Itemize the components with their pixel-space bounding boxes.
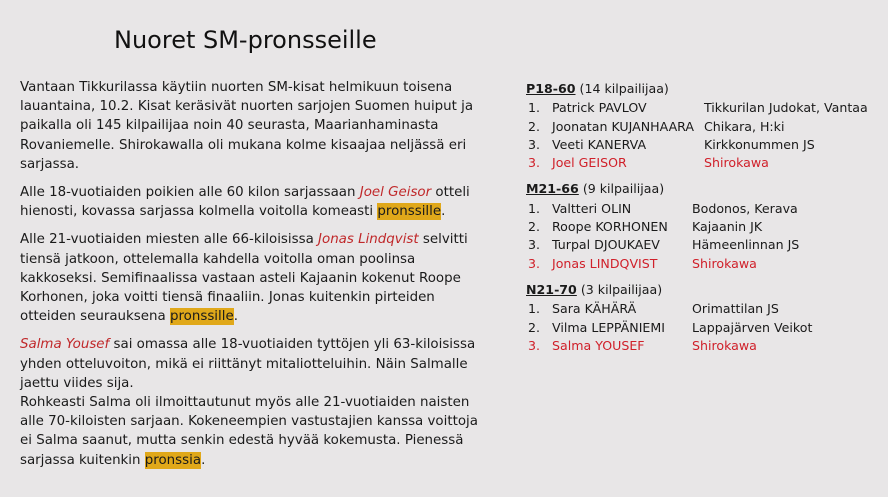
placing: 1. [528, 301, 541, 317]
athlete-name: Turpal DJOUKAEV [552, 237, 660, 253]
group-count: (9 kilpailijaa) [582, 181, 665, 197]
result-row-highlighted [526, 154, 886, 172]
jonas-name: Jonas Lindqvist [318, 232, 419, 248]
salma-text-b: Rohkeasti Salma oli ilmoittautunut myös alle 21-vuotiaiden naisten alle 70-kiloisten sarjaan. Kokeneempien vastustajien kanssa voittoja ei Salma saanut, mutta senkin edestä hyvää kokemusta. Pienessä sarjassa kuitenkin [20, 395, 478, 468]
placing: 2. [528, 319, 541, 335]
placing: 3. [528, 337, 541, 353]
result-row-highlighted [526, 337, 886, 355]
result-row [526, 118, 886, 136]
joel-text-b: otteli hienosti, kovassa sarjassa kolmella voitolla komeasti [20, 185, 470, 220]
group-header [526, 281, 886, 299]
joel-text-c: . [441, 204, 446, 220]
paragraph-joel [20, 183, 490, 221]
club-name: Kirkkonummen JS [704, 136, 815, 152]
club-name: Kajaanin JK [692, 219, 763, 235]
joel-text-a: Alle 18-vuotiaiden poikien alle 60 kilon sarjassaan [20, 185, 360, 201]
jonas-highlight: pronssille [169, 309, 234, 325]
athlete-name: Veeti KANERVA [552, 136, 647, 152]
jonas-text-a: Alle 21-vuotiaiden miesten alle 66-kiloisissa [20, 232, 319, 248]
athlete-name: Salma YOUSEF [552, 337, 645, 353]
paragraph-salma [20, 335, 490, 469]
club-name: Lappajärven Veikot [692, 319, 813, 335]
athlete-name: Joonatan KUJANHAARA [552, 118, 695, 134]
club-name: Shirokawa [692, 337, 757, 353]
group-name: M21-66 [526, 181, 579, 197]
group-header [526, 180, 886, 198]
placing: 3. [528, 136, 541, 152]
jonas-text-b: selvitti tiensä jatkoon, ottelemalla kahdella voitolla oman poolinsa kakkoseksi. Semifinaalissa vastaan asteli Kajaanin kokenut Roope Korhonen, joka voitti tiensä finaaliin. Jonas kuitenkin pirteiden otteiden seurauksena [20, 232, 468, 325]
placing: 1. [528, 200, 541, 216]
page-title: Nuoret SM-pronsseille [114, 26, 377, 54]
result-row [526, 218, 886, 236]
club-name: Orimattilan JS [692, 301, 779, 317]
club-name: Tikkurilan Judokat, Vantaa [704, 100, 868, 116]
athlete-name: Vilma LEPPÄNIEMI [552, 319, 665, 335]
placing: 3. [528, 237, 541, 253]
jonas-text-c: . [233, 309, 238, 325]
placing: 3. [528, 155, 541, 171]
salma-text-a: sai omassa alle 18-vuotiaiden tyttöjen yli 63-kiloisissa yhden otteluvoiton, mikä ei riittänyt mitaliotteluihin. Näin Salmalle jaettu viides sija. [20, 337, 476, 391]
athlete-name: Jonas LINDQVIST [552, 255, 658, 271]
results-panel [526, 80, 886, 363]
athlete-name: Joel GEISOR [552, 155, 627, 171]
group-name: N21-70 [526, 281, 577, 297]
results-group [526, 180, 886, 272]
salma-text-c: . [201, 452, 206, 468]
placing: 1. [528, 100, 541, 116]
club-name: Bodonos, Kerava [692, 200, 798, 216]
result-row [526, 136, 886, 154]
group-count: (3 kilpailijaa) [580, 281, 663, 297]
paragraph-jonas [20, 230, 490, 326]
athlete-name: Valtteri OLIN [552, 200, 632, 216]
club-name: Shirokawa [704, 155, 769, 171]
group-name: P18-60 [526, 81, 576, 96]
result-row [526, 300, 886, 318]
placing: 2. [528, 118, 541, 134]
result-row-highlighted [526, 255, 886, 273]
placing: 2. [528, 219, 541, 235]
results-group [526, 281, 886, 355]
athlete-name: Roope KORHONEN [552, 219, 668, 235]
placing: 3. [528, 255, 541, 271]
group-count: (14 kilpailijaa) [579, 81, 669, 96]
club-name: Shirokawa [692, 255, 757, 271]
intro-text: Vantaan Tikkurilassa käytiin nuorten SM-kisat helmikuun toisena lauantaina, 10.2. Kisat keräsivät nuorten sarjojen Suomen huiput ja paikalla oli 145 kilpailijaa noin 40 seurasta, Maarianhaminasta Rovaniemelle. Shirokawalla oli mukana kolme kisaajaa neljässä eri sarjassa. [20, 80, 474, 172]
club-name: Hämeenlinnan JS [692, 237, 800, 253]
salma-highlight: pronssia [144, 452, 202, 468]
club-name: Chikara, H:ki [704, 118, 785, 134]
salma-name: Salma Yousef [20, 337, 110, 353]
results-group [526, 80, 886, 172]
result-row [526, 319, 886, 337]
group-header [526, 80, 886, 98]
result-row [526, 99, 886, 117]
paragraph-intro [20, 78, 490, 174]
joel-highlight: pronssille [377, 204, 442, 220]
athlete-name: Patrick PAVLOV [552, 100, 647, 116]
article-body [20, 78, 490, 470]
result-row [526, 200, 886, 218]
result-row [526, 236, 886, 254]
joel-name: Joel Geisor [359, 185, 432, 201]
athlete-name: Sara KÄHÄRÄ [552, 301, 637, 317]
